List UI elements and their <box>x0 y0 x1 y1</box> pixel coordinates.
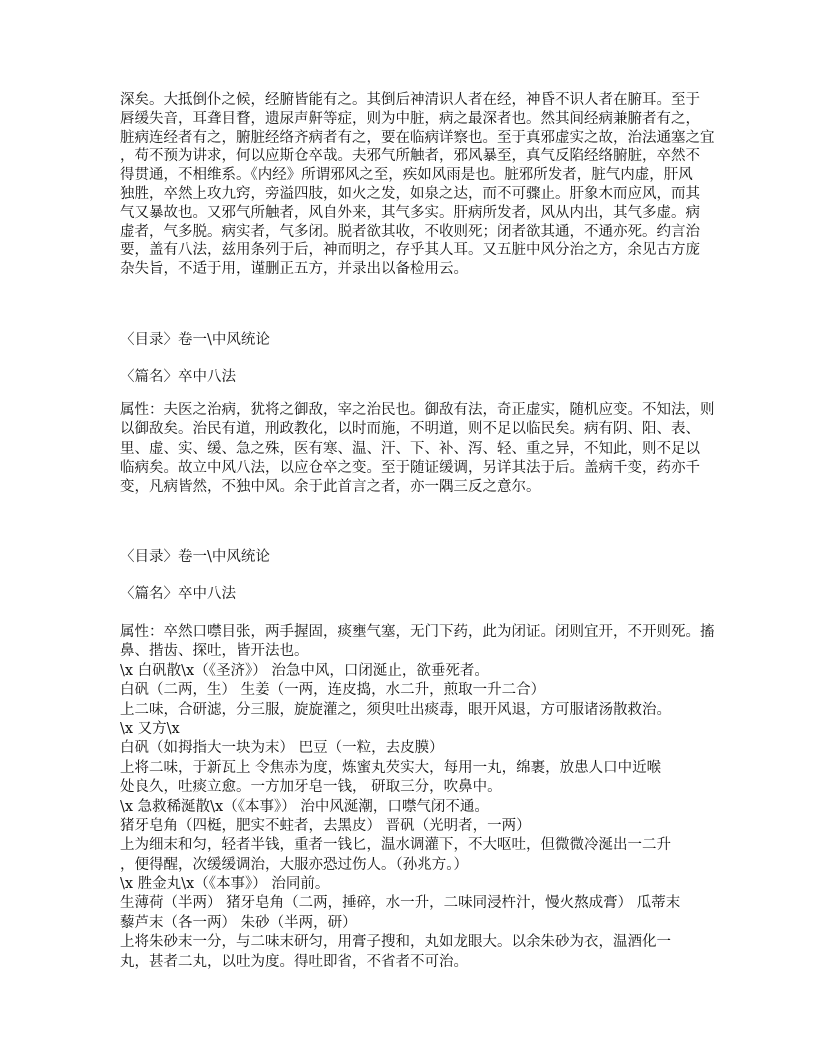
chapter-title: 〈篇名〉卒中八法 <box>120 369 236 385</box>
paragraph-attributes-1 <box>120 401 720 497</box>
paragraph-intro <box>120 91 720 279</box>
text-line: 要，盖有八法，兹用条列于后，神而明之，存乎其人耳。又五脏中风分治之方，余见古方庞 <box>120 242 700 259</box>
text-line: 以御敌矣。治民有道，刑政教化，以时而施，不明道，则不足以临民矣。病有阴、阳、表、 <box>120 421 700 438</box>
text-line: 上将朱砂末一分，与二味末研匀，用膏子搜和，丸如龙眼大。以余朱砂为衣，温酒化一 <box>120 934 671 951</box>
text-line: 里、虚、实、缓、急之殊，医有寒、温、汗、下、补、泻、轻、重之异，不知此，则不足以 <box>120 440 700 457</box>
text-line: 虚者，气多脱。病实者，气多闭。脱者欲其收，不收则死；闭者欲其通，不通亦死。约言治 <box>120 223 700 240</box>
text-line: 猪牙皂角（四梃，肥实不蛀者，去黑皮） 晋矾（光明者，一两） <box>120 817 531 834</box>
text-line: ，苟不预为讲求，何以应斯仓卒哉。夫邪气所触者，邪风暴至，真气反陷经络腑脏，卒然不 <box>120 148 700 165</box>
title-heading-2 <box>120 585 720 604</box>
text-line: 白矾（如拇指大一块为末） 巴豆（一粒，去皮膜） <box>120 740 444 757</box>
text-line: 属性：卒然口噤目张，两手握固，痰壅气塞，无门下药，此为闭证。闭则宜开，不开则死。搐 <box>120 624 715 640</box>
text-line: 上将二味，于新瓦上 令焦赤为度，炼蜜丸芡实大，每用一丸，绵裹，放患人口中近喉 <box>120 759 662 776</box>
catalog-label: 〈目录〉卷一\中风统论 <box>120 332 270 348</box>
text-line: \x 胜金丸\x（《本事》） 治同前。 <box>120 876 330 893</box>
paragraph-attributes-2 <box>120 623 720 972</box>
text-line: 气又暴故也。又邪气所触者，风自外来，其气多实。肝病所发者，风从内出，其气多虚。病 <box>120 204 700 221</box>
text-line: 丸，甚者二丸，以吐为度。得吐即省，不省者不可治。 <box>120 953 468 970</box>
text-line: 独胜，卒然上攻九窍，旁溢四肢，如火之发，如泉之达，而不可骤止。肝象木而应风，而其 <box>120 185 700 202</box>
text-line: 属性：夫医之治病，犹将之御敌，宰之治民也。御敌有法，奇正虚实，随机应变。不知法，则 <box>120 402 715 418</box>
text-line: 临病矣。故立中风八法，以应仓卒之变。至于随证缓调，另详其法于后。盖病千变，药亦千 <box>120 459 700 476</box>
chapter-title: 〈篇名〉卒中八法 <box>120 586 236 602</box>
text-line: 上二味，合研滤，分三服，旋旋灌之，须臾吐出痰毒，眼开风退，方可服诸汤散救治。 <box>120 701 671 718</box>
title-heading-1 <box>120 368 720 387</box>
text-line: 深矣。大抵倒仆之候，经腑皆能有之。其倒后神清识人者在经，神昏不识人者在腑耳。至于 <box>120 92 700 108</box>
text-line: 变，凡病皆然，不独中风。余于此首言之者，亦一隅三反之意尔。 <box>120 479 541 496</box>
text-line: 脏病连经者有之，腑脏经络齐病者有之，要在临病详察也。至于真邪虚实之故，治法通塞之宜 <box>120 129 715 146</box>
text-line: 生薄荷（半两） 猪牙皂角（二两，捶碎，水一升，二味同浸杵汁，慢火熬成膏） 瓜蒂末 <box>120 895 681 912</box>
text-line: 藜芦末（各一两） 朱砂（半两，研） <box>120 914 357 931</box>
catalog-heading-1 <box>120 331 720 350</box>
text-line: \x 白矾散\x（《圣济》） 治急中风，口闭涎止，欲垂死者。 <box>120 662 489 679</box>
catalog-label: 〈目录〉卷一\中风统论 <box>120 549 270 565</box>
text-line: 唇缓失音，耳聋目瞀，遗尿声鼾等症，则为中脏，病之最深者也。然其间经病兼腑者有之， <box>120 110 700 127</box>
text-line: ，便得醒，次缓缓调治，大服亦恐过伤人。（孙兆方。） <box>120 856 468 873</box>
text-line: 上为细末和匀，轻者半钱，重者一钱匕，温水调灌下，不大呕吐，但微微冷涎出一二升 <box>120 837 671 854</box>
catalog-heading-2 <box>120 548 720 567</box>
text-line: 白矾（二两，生） 生姜（一两，连皮捣，水二升，煎取一升二合） <box>120 682 546 699</box>
text-line: \x 又方\x <box>120 720 180 737</box>
text-line: 得贯通，不相维系。《内经》所谓邪风之至，疾如风雨是也。脏邪所发者，脏气内虚，肝风 <box>120 167 693 184</box>
text-line: \x 急救稀涎散\x（《本事》） 治中风涎潮，口噤气闭不通。 <box>120 798 489 815</box>
text-line: 处良久，吐痰立愈。一方加牙皂一钱， 研取三分，吹鼻中。 <box>120 779 502 796</box>
text-line: 杂失旨，不适于用，谨删正五方，并录出以备检用云。 <box>120 261 468 278</box>
text-line: 鼻、揩齿、探吐，皆开法也。 <box>120 643 309 660</box>
